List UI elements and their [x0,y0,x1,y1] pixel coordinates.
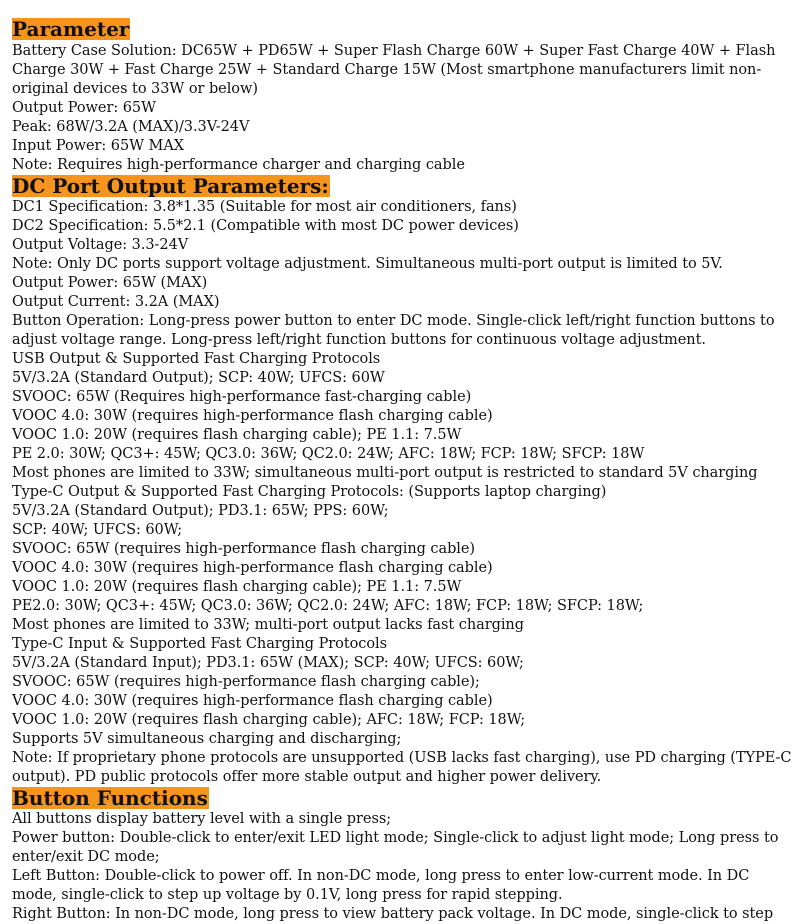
text-line: Type-C Output & Supported Fast Charging Protocols: (Supports laptop charging) [12,484,607,500]
text-line: VOOC 4.0: 30W (requires high-performance flash charging cable) [12,560,493,576]
text-line: Note: Only DC ports support voltage adjustment. Simultaneous multi-port output is limited to 5V. [12,256,723,272]
text-line: Power button: Double-click to enter/exit LED light mode; Single-click to adjust light mode; Long press to [12,830,779,846]
text-line: SVOOC: 65W (Requires high-performance fast-charging cable) [12,389,472,405]
text-line: Type-C Input & Supported Fast Charging Protocols [12,636,388,652]
text-line: Note: Requires high-performance charger and charging cable [12,157,465,173]
text-line: VOOC 1.0: 20W (requires flash charging cable); PE 1.1: 7.5W [12,427,462,443]
text-line: Battery Case Solution: DC65W + PD65W + Super Flash Charge 60W + Super Fast Charge 40W + Flash [12,43,776,59]
text-line: VOOC 1.0: 20W (requires flash charging cable); AFC: 18W; FCP: 18W; [12,712,526,728]
text-line: VOOC 4.0: 30W (requires high-performance flash charging cable) [12,693,493,709]
text-line: Output Power: 65W [12,100,156,116]
section-heading-dc-port: DC Port Output Parameters: [12,174,329,198]
section-heading-button-functions: Button Functions [12,786,208,810]
text-line: mode, single-click to step up voltage by 0.1V, long press for rapid stepping. [12,887,563,903]
dc-port-body [12,198,790,787]
parameter-body [12,42,790,175]
button-functions-body [12,810,790,924]
text-line: 5V/3.2A (Standard Input); PD3.1: 65W (MAX); SCP: 40W; UFCS: 60W; [12,655,524,671]
text-line: Peak: 68W/3.2A (MAX)/3.3V-24V [12,119,250,135]
text-line: VOOC 1.0: 20W (requires flash charging cable); PE 1.1: 7.5W [12,579,462,595]
text-line: SVOOC: 65W (requires high-performance flash charging cable); [12,674,480,690]
text-line: SCP: 40W; UFCS: 60W; [12,522,183,538]
text-line: PE2.0: 30W; QC3+: 45W; QC3.0: 36W; QC2.0: 24W; AFC: 18W; FCP: 18W; SFCP: 18W; [12,598,644,614]
text-line: Right Button: In non-DC mode, long press to view battery pack voltage. In DC mode, single-click to step [12,906,774,922]
text-line: 5V/3.2A (Standard Output); PD3.1: 65W; PPS: 60W; [12,503,389,519]
text-line: 5V/3.2A (Standard Output); SCP: 40W; UFCS: 60W [12,370,385,386]
text-line: VOOC 4.0: 30W (requires high-performance flash charging cable) [12,408,493,424]
text-line: enter/exit DC mode; [12,849,160,865]
dc-port-section [12,175,330,197]
button-functions-section [12,787,209,809]
text-line: Left Button: Double-click to power off. In non-DC mode, long press to enter low-current mode. In DC [12,868,750,884]
text-line: Supports 5V simultaneous charging and discharging; [12,731,402,747]
text-line: output). PD public protocols offer more stable output and higher power delivery. [12,769,602,785]
text-line: Button Operation: Long-press power button to enter DC mode. Single-click left/right function buttons to [12,313,775,329]
text-line: Output Voltage: 3.3-24V [12,237,189,253]
text-line: Output Power: 65W (MAX) [12,275,208,291]
parameter-section [12,18,130,40]
text-line: original devices to 33W or below) [12,81,258,97]
text-line: Most phones are limited to 33W; simultaneous multi-port output is restricted to standard 5V charging [12,465,758,481]
text-line: Most phones are limited to 33W; multi-port output lacks fast charging [12,617,524,633]
section-heading-parameter: Parameter [12,17,130,41]
text-line: Output Current: 3.2A (MAX) [12,294,220,310]
text-line: DC1 Specification: 3.8*1.35 (Suitable for most air conditioners, fans) [12,199,517,215]
text-line: adjust voltage range. Long-press left/right function buttons for continuous voltage adjustment. [12,332,706,348]
text-line: Input Power: 65W MAX [12,138,185,154]
text-line: Note: If proprietary phone protocols are unsupported (USB lacks fast charging), use PD charging (TYPE-C [12,750,792,766]
text-line: Charge 30W + Fast Charge 25W + Standard Charge 15W (Most smartphone manufacturers limit non- [12,62,762,78]
text-line: PE 2.0: 30W; QC3+: 45W; QC3.0: 36W; QC2.0: 24W; AFC: 18W; FCP: 18W; SFCP: 18W [12,446,645,462]
text-line: All buttons display battery level with a single press; [12,811,392,827]
text-line: SVOOC: 65W (requires high-performance flash charging cable) [12,541,476,557]
text-line: USB Output & Supported Fast Charging Protocols [12,351,381,367]
text-line: DC2 Specification: 5.5*2.1 (Compatible with most DC power devices) [12,218,519,234]
